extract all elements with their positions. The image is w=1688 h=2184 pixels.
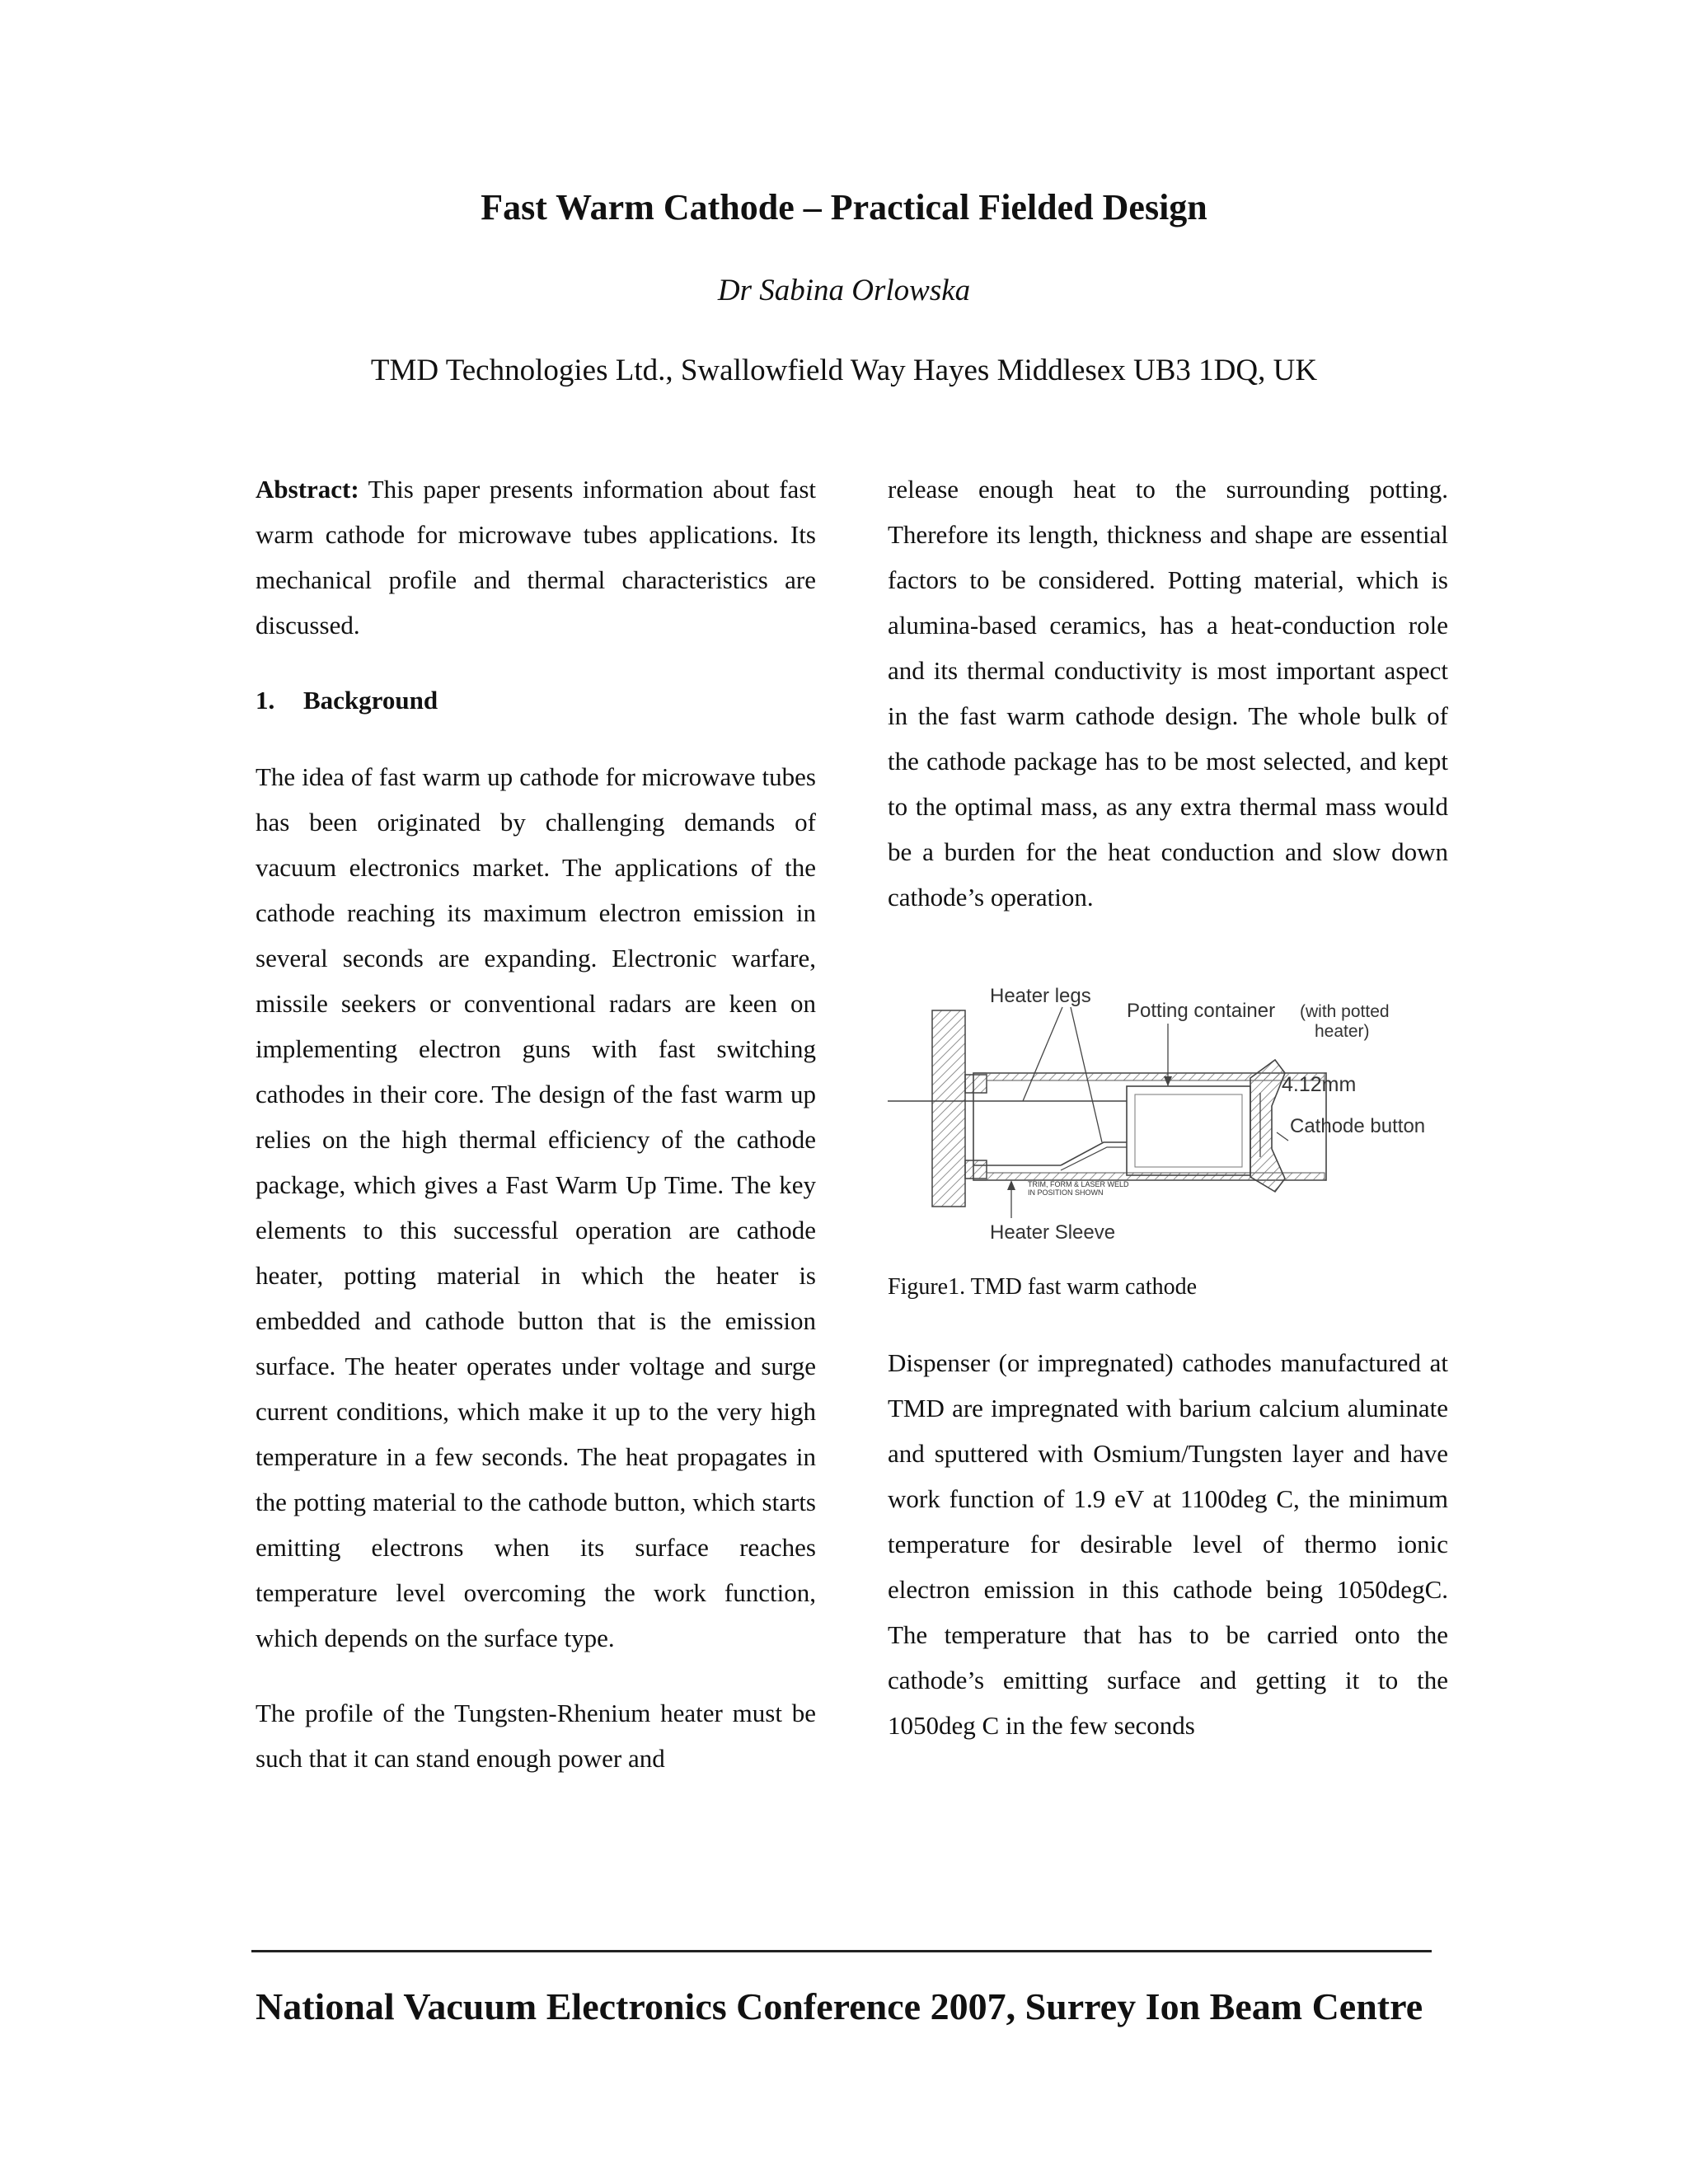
label-potting-container: Potting container xyxy=(1127,1000,1276,1022)
label-with-potted-1: (with potted xyxy=(1300,1002,1390,1021)
background-paragraph-2: The profile of the Tungsten-Rhenium heater must be such that it can stand enough power and xyxy=(256,1699,816,1773)
heater-leg-bend-2 xyxy=(1061,1147,1127,1170)
paper-title: Fast Warm Cathode – Practical Fielded Design xyxy=(481,187,1207,227)
leader-cathode-button xyxy=(1277,1132,1288,1141)
abstract-label: Abstract: xyxy=(256,475,359,504)
right-column xyxy=(888,466,1448,1748)
right-paragraph-2: Dispenser (or impregnated) cathodes manufactured at TMD are impregnated with barium calcium aluminate and sputtered with Osmium/Tungsten layer and have work function of 1.9 eV at 1100deg C, the minimum temperature for desirable level of thermo ionic electron emission in this cathode being 1050degC. The temperature that has to be carried onto the cathode’s emitting surface and getting it to the 1050deg C in the few seconds xyxy=(888,1348,1448,1740)
flange-lip-lower xyxy=(965,1160,987,1179)
abstract-text: This paper presents information about fast warm cathode for microwave tubes applications. Its mechanical profile and thermal characteristics are discussed. xyxy=(256,475,816,640)
section-heading xyxy=(256,677,816,723)
left-flange xyxy=(932,1010,965,1207)
section-number: 1. xyxy=(256,686,275,715)
conference-footer: National Vacuum Electronics Conference 2007, Surrey Ion Beam Centre xyxy=(256,1985,1423,2027)
right-paragraph-1: release enough heat to the surrounding potting. Therefore its length, thickness and shape are essential factors to be considered. Potting material, which is alumina-based ceramics, has a heat-conduction role and its thermal conductivity is most important aspect in the fast warm cathode design. The whole bulk of the cathode package has to be most selected, and kept to the optimal mass, as any extra thermal mass would be a burden for the heat conduction and slow down cathode’s operation. xyxy=(888,475,1448,912)
arrow-potting xyxy=(1164,1076,1172,1086)
potting-container xyxy=(1127,1086,1250,1175)
cathode-button-shape xyxy=(1250,1060,1285,1192)
leader-heater-legs-1 xyxy=(1023,1007,1062,1101)
arrow-sleeve xyxy=(1007,1180,1015,1190)
left-column xyxy=(256,466,816,1781)
abstract-paragraph xyxy=(256,466,816,648)
section-title: Background xyxy=(303,686,438,715)
footer-divider xyxy=(251,1950,1432,1952)
label-weld-note-1: TRIM, FORM & LASER WELD xyxy=(1028,1180,1129,1188)
figure-caption: Figure1. TMD fast warm cathode xyxy=(888,1274,1198,1300)
label-dimension: 4.12mm xyxy=(1282,1073,1357,1096)
potting-inner xyxy=(1135,1094,1242,1167)
label-cathode-button: Cathode button xyxy=(1290,1115,1426,1137)
label-with-potted-2: heater) xyxy=(1315,1022,1370,1041)
label-heater-legs: Heater legs xyxy=(990,985,1091,1007)
affiliation: TMD Technologies Ltd., Swallowfield Way Hayes Middlesex UB3 1DQ, UK xyxy=(370,354,1318,387)
flange-lip xyxy=(965,1075,987,1093)
cathode-diagram xyxy=(888,971,1448,1251)
label-weld-note-2: IN POSITION SHOWN xyxy=(1028,1188,1104,1197)
label-heater-sleeve: Heater Sleeve xyxy=(990,1221,1116,1244)
background-paragraph-1: The idea of fast warm up cathode for microwave tubes has been originated by challenging demands of vacuum electronics market. The applications of the cathode reaching its maximum electron emission in several seconds are expanding. Electronic warfare, missile seekers or conventional radars are keen on implementing electron guns with fast switching cathodes in their core. The design of the fast warm up relies on the high thermal efficiency of the cathode package, which gives a Fast Warm Up Time. The key elements to this successful operation are cathode heater, potting material in which the heater is embedded and cathode button that is the emission surface. The heater operates under voltage and surge current conditions, which make it up to the very high temperature in a few seconds. The heat propagates in the potting material to the cathode button, which starts emitting electrons when its surface reaches temperature level overcoming the work function, which depends on the surface type. xyxy=(256,762,816,1652)
figure-cathode-diagram xyxy=(888,971,1448,1251)
author-name: Dr Sabina Orlowska xyxy=(717,274,971,307)
